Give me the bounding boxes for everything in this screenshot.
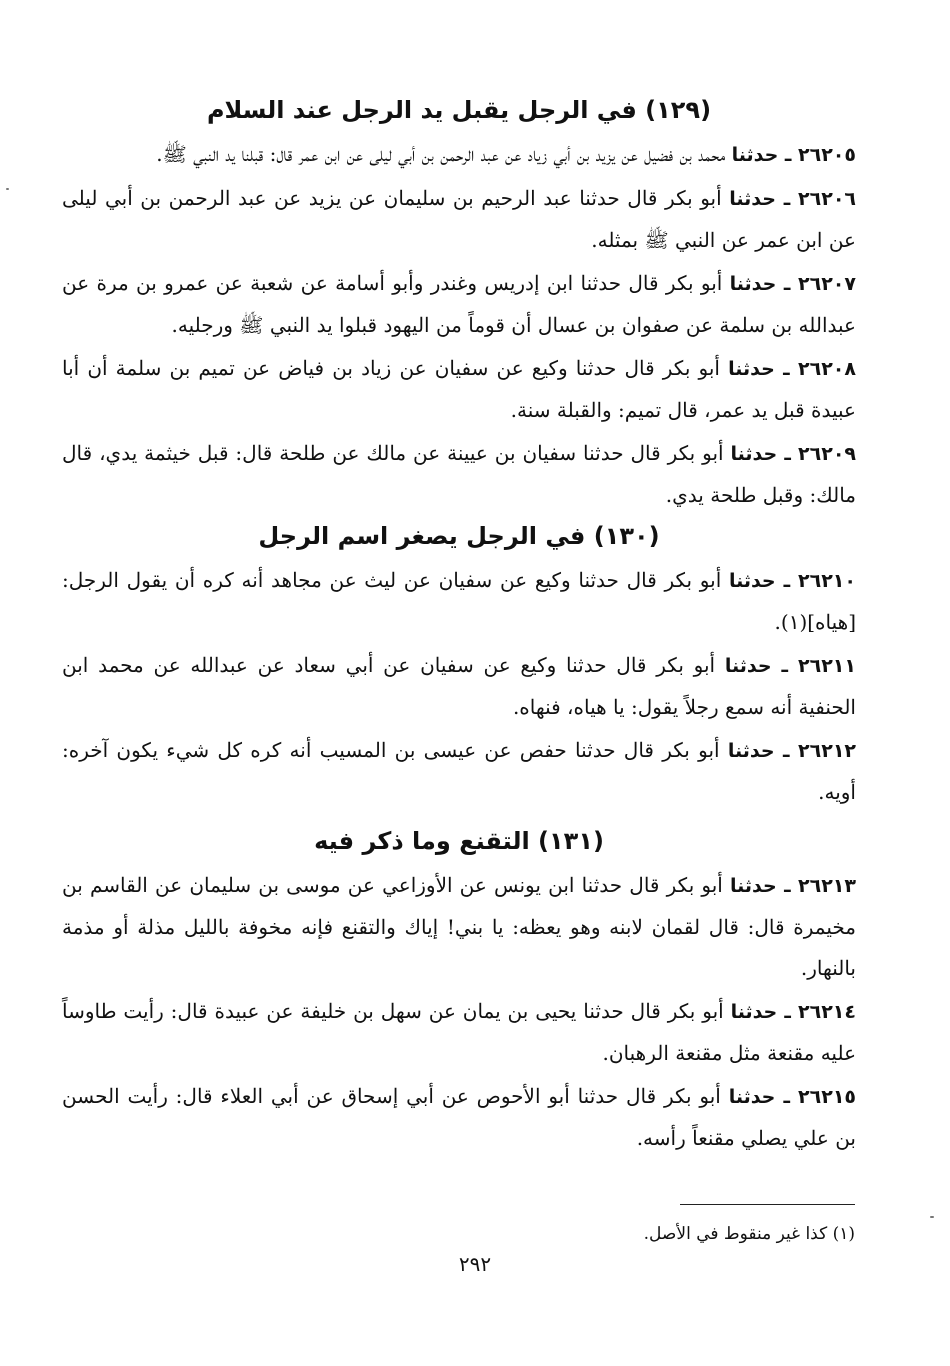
footnote-divider (680, 1204, 855, 1205)
hadith-text: أبو بكر قال حدثنا أبو الأحوص عن أبي إسحاق عن أبي العلاء قال: رأيت الحسن بن علي يصلي مقنعاً رأسه. (62, 1084, 856, 1150)
hadith-number: ٢٦٢١٢ ـ حدثنا (727, 740, 857, 762)
hadith-26209 (62, 433, 856, 516)
hadith-text: أبو بكر قال حدثنا عبد الرحيم بن سليمان عن يزيد عن عبد الرحمن بن أبي ليلى عن ابن عمر عن النبي ﷺ بمثله. (62, 186, 856, 252)
hadith-26213 (62, 865, 856, 989)
hadith-text: محمد بن فضيل عن يزيد بن أبي زياد عن عبد الرحمن بن أبي ليلى عن ابن عمر قال: قبلنا يد النبي ﷺ. (156, 142, 732, 166)
hadith-text: أبو بكر قال حدثنا سفيان بن عيينة عن مالك عن طلحة قال: قبل خيثمة يدي، قال مالك: وقبل طلحة يدي. (62, 441, 856, 507)
footnote: (١) كذا غير منقوط في الأصل. (643, 1224, 855, 1244)
section-heading-131: (١٣١) التقنع وما ذكر فيه (314, 827, 604, 855)
hadith-number: ٢٦٢٠٨ ـ حدثنا (728, 358, 856, 380)
hadith-number: ٢٦٢١٣ ـ حدثنا (730, 875, 856, 897)
hadith-number: ٢٦٢١٠ ـ حدثنا (728, 570, 856, 592)
section-heading-130: (١٣٠) في الرجل يصغر اسم الرجل (258, 522, 660, 550)
hadith-26206 (62, 178, 856, 261)
hadith-26214 (62, 991, 856, 1074)
section-heading-129: (١٢٩) في الرجل يقبل يد الرجل عند السلام (206, 96, 712, 124)
hadith-number: ٢٦٢٠٩ ـ حدثنا (730, 443, 857, 465)
hadith-text: أبو بكر قال حدثنا يحيى بن يمان عن سهل بن خليفة عن عبيدة قال: رأيت طاوساً عليه مقنعة مثل مقنعة الرهبان. (62, 999, 856, 1065)
scan-speck (930, 1216, 934, 1218)
hadith-number: ٢٦٢٠٦ ـ حدثنا (729, 188, 857, 210)
hadith-26205 (62, 134, 856, 176)
hadith-text: أبو بكر قال حدثنا ابن يونس عن الأوزاعي عن موسى بن سليمان عن القاسم بن مخيمرة قال: قال لقمان لابنه وهو يعظه: يا بني! إياك والتقنع فإنه مخوفة بالليل مذلة أو مذمة بالنهار. (62, 873, 856, 980)
hadith-number: ٢٦٢٠٥ ـ حدثنا (731, 144, 856, 166)
hadith-number: ٢٦٢١٤ ـ حدثنا (730, 1001, 856, 1023)
hadith-number: ٢٦٢١١ ـ حدثنا (724, 655, 856, 677)
hadith-text: أبو بكر قال حدثنا حفص عن عيسى بن المسيب أنه كره كل شيء يكون آخره: أويه. (62, 738, 856, 804)
hadith-number: ٢٦٢١٥ ـ حدثنا (728, 1086, 857, 1108)
hadith-26207 (62, 263, 856, 346)
hadith-text: أبو بكر قال حدثنا وكيع عن سفيان عن أبي سعاد عن عبدالله عن محمد ابن الحنفية أنه سمع رجلاً يقول: يا هياه، فنهاه. (62, 653, 856, 719)
hadith-26208 (62, 348, 856, 431)
hadith-26215 (62, 1076, 856, 1159)
hadith-text: أبو بكر قال حدثنا وكيع عن سفيان عن ليث عن مجاهد أنه كره أن يقول الرجل: [هياه](١). (62, 568, 856, 634)
hadith-text: أبو بكر قال حدثنا ابن إدريس وغندر وأبو أسامة عن شعبة عن عمرو بن مرة عن عبدالله بن سلمة عن صفوان بن عسال أن قوماً من اليهود قبلوا يد النبي ﷺ ورجليه. (62, 271, 856, 337)
hadith-number: ٢٦٢٠٧ ـ حدثنا (729, 273, 856, 295)
page-body (62, 92, 856, 1161)
hadith-26211 (62, 645, 856, 728)
hadith-26212 (62, 730, 856, 813)
hadith-text: أبو بكر قال حدثنا وكيع عن سفيان عن زياد بن فياض عن تميم بن سلمة أن أبا عبيدة قبل يد عمر، قال تميم: والقبلة سنة. (62, 356, 856, 422)
hadith-26210 (62, 560, 856, 643)
scan-speck (6, 188, 9, 190)
page-number: ٢٩٢ (458, 1252, 492, 1276)
